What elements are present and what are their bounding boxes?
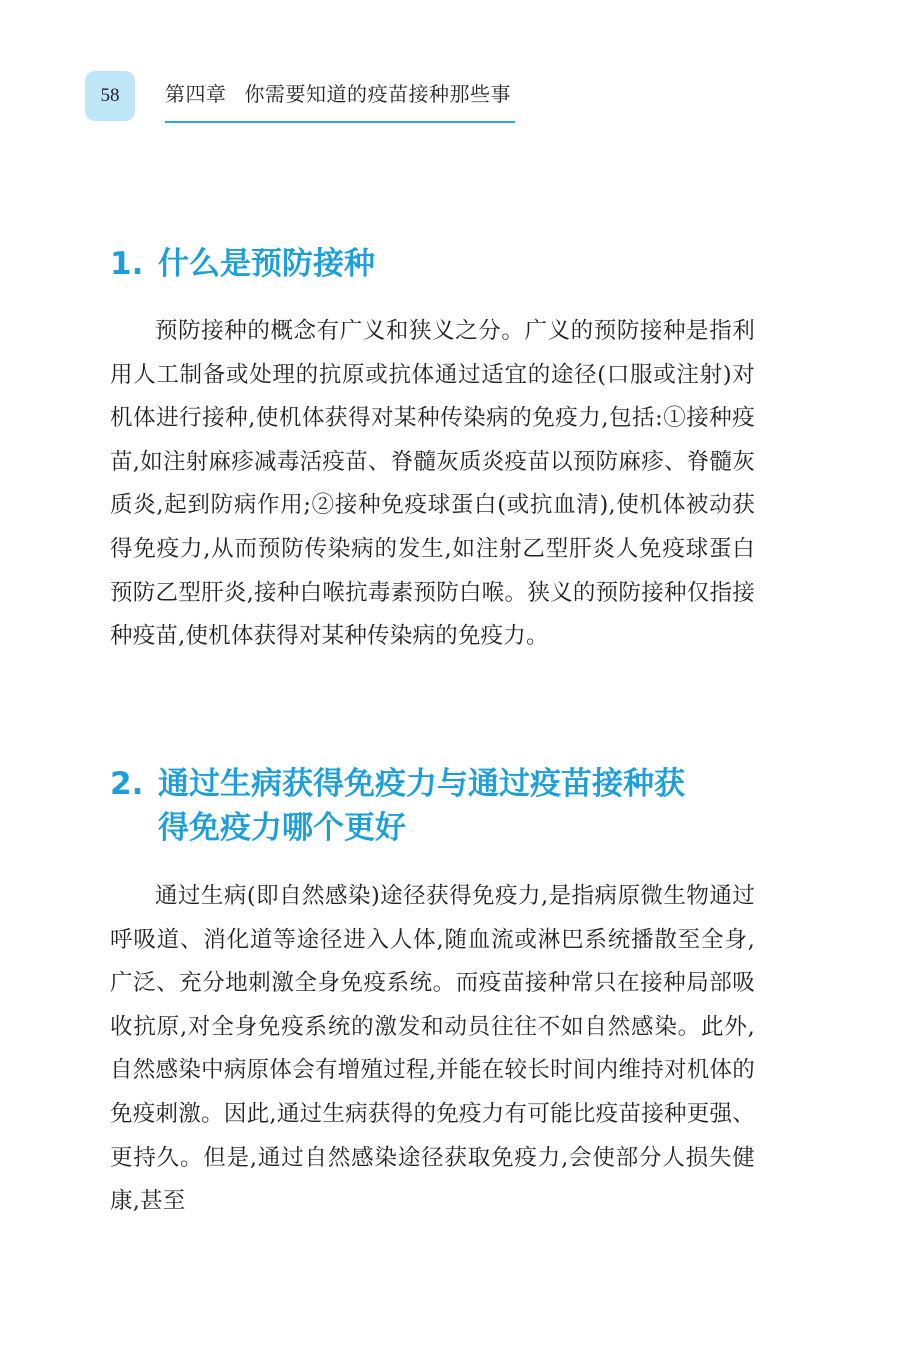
- page-number: 58: [100, 85, 120, 106]
- section-title-line2: 得免疫力哪个更好: [158, 810, 406, 846]
- section-number: 2.: [110, 766, 144, 802]
- header-rule: [165, 121, 515, 123]
- section-body-1: 预防接种的概念有广义和狭义之分。广义的预防接种是指利用人工制备或处理的抗原或抗体通过适宜的途径(口服或注射)对机体进行接种,使机体获得对某种传染病的免疫力,包括:①接种疫苗,如注射麻疹减毒活疫苗、脊髓灰质炎疫苗以预防麻疹、脊髓灰质炎,起到防病作用;②接种免疫球蛋白(或抗血清),使机体被动获得免疫力,从而预防传染病的发生,如注射乙型肝炎人免疫球蛋白预防乙型肝炎,接种白喉抗毒素预防白喉。狭义的预防接种仅指接种疫苗,使机体获得对某种传染病的免疫力。: [110, 318, 755, 650]
- section-heading-1: [110, 242, 375, 286]
- chapter-label: 第四章: [165, 82, 227, 106]
- section-title: 通过生病获得免疫力与通过疫苗接种获: [158, 766, 685, 802]
- section-heading-2: [110, 762, 685, 850]
- section-title: 什么是预防接种: [158, 246, 375, 282]
- chapter-title: 你需要知道的疫苗接种那些事: [244, 82, 511, 106]
- running-header: [165, 78, 511, 107]
- page-number-badge: [85, 71, 135, 121]
- section-body-2: 通过生病(即自然感染)途径获得免疫力,是指病原微生物通过呼吸道、消化道等途径进入人体,随血流或淋巴系统播散至全身,广泛、充分地刺激全身免疫系统。而疫苗接种常只在接种局部吸收抗原,对全身免疫系统的激发和动员往往不如自然感染。此外,自然感染中病原体会有增殖过程,并能在较长时间内维持对机体的免疫刺激。因此,通过生病获得的免疫力有可能比疫苗接种更强、更持久。但是,通过自然感染途径获取免疫力,会使部分人损失健康,甚至: [110, 883, 755, 1215]
- section-number: 1.: [110, 246, 144, 282]
